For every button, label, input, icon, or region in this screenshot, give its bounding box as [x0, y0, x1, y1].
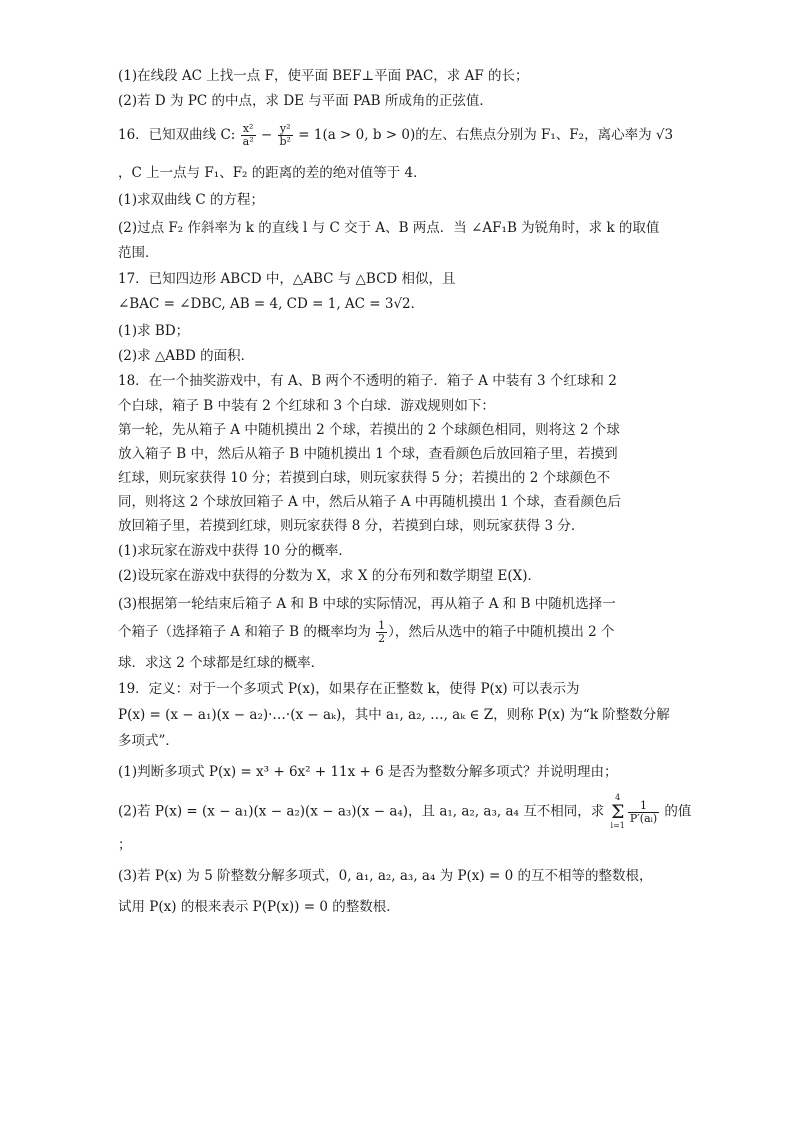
q19-sum-upper-limit: 4 — [615, 793, 621, 802]
q16-x-squared: x² — [241, 123, 256, 136]
question-16-part-2: (2)过点 F₂ 作斜率为 k 的直线 l 与 C 交于 A、B 两点．当 ∠AF₁B 为锐角时，求 k 的取值 — [118, 220, 660, 236]
q16-stem-middle: 的左、右焦点分别为 F₁、F₂，离心率为 √3 — [415, 127, 674, 143]
question-16-stem — [118, 120, 678, 150]
prev-question-part-2: (2)若 D 为 PC 的中点，求 DE 与平面 PAB 所成角的正弦值． — [118, 93, 493, 109]
question-18-line-1: 18．在一个抽奖游戏中，有 A、B 两个不透明的箱子．箱子 A 中装有 3 个红球和 2 — [118, 373, 617, 389]
question-18-part-1: (1)求玩家在游戏中获得 10 分的概率． — [118, 543, 352, 559]
question-18-line-3: 第一轮，先从箱子 A 中随机摸出 2 个球，若摸出的 2 个球颜色相同，则将这 2 个球 — [118, 422, 620, 438]
question-19-part-2 — [118, 793, 692, 830]
question-17-part-1: (1)求 BD； — [118, 323, 190, 339]
question-19-part-1: (1)判断多项式 P(x) = x³ + 6x² + 11x + 6 是否为整数分解多项式？并说明理由； — [118, 764, 618, 780]
q16-equation-condition: = 1(a > 0, b > 0) — [293, 127, 416, 143]
question-18-part-2: (2)设玩家在游戏中获得的分数为 X，求 X 的分布列和数学期望 E(X)． — [118, 568, 542, 584]
q18-choice-text-cont: ），然后从选中的箱子中随机摸出 2 个 — [388, 624, 615, 640]
q18-half-numerator: 1 — [378, 619, 386, 632]
question-19-part-3: (3)若 P(x) 为 5 阶整数分解多项式，0, a₁, a₂, a₃, a₄ 为 P(x) = 0 的互不相等的整数根， — [118, 868, 653, 884]
q16-b-squared: b² — [279, 135, 291, 148]
q16-minus: − — [256, 127, 277, 143]
question-16-stem-line-2: ，C 上一点与 F₁、F₂ 的距离的差的绝对值等于 4． — [118, 165, 427, 181]
question-16-part-1: (1)求双曲线 C 的方程； — [118, 192, 265, 208]
q18-half-denominator: 2 — [378, 632, 386, 645]
q16-fraction-y — [278, 123, 293, 148]
q16-prefix: 16．已知双曲线 C: — [118, 127, 240, 143]
question-19-term: 多项式”． — [118, 733, 179, 749]
question-19-part-3-line-2: 试用 P(x) 的根来表示 P(P(x)) = 0 的整数根． — [118, 899, 400, 915]
question-19-definition: 19．定义：对于一个多项式 P(x)，如果存在正整数 k，使得 P(x) 可以表示为 — [118, 681, 580, 697]
q19-fraction — [628, 800, 659, 825]
question-19-part-2-tail: ； — [118, 837, 132, 853]
question-18-part-3: (3)根据第一轮结束后箱子 A 和 B 中球的实际情况，再从箱子 A 和 B 中随机选择一 — [118, 596, 616, 612]
q18-one-half — [376, 620, 387, 645]
prev-question-part-1: (1)在线段 AC 上找一点 F，使平面 BEF⊥平面 PAC，求 AF 的长； — [118, 68, 529, 84]
question-17-part-2: (2)求 △ABD 的面积． — [118, 348, 255, 364]
question-18-line-6: 同，则将这 2 个球放回箱子 A 中，然后从箱子 A 中再随机摸出 1 个球，查看颜色后 — [118, 494, 622, 510]
question-19-factorization: P(x) = (x − a₁)(x − a₂)·…·(x − aₖ)，其中 a₁, a₂, …, aₖ ∈ Z，则称 P(x) 为“k 阶整数分解 — [118, 707, 670, 723]
q16-y-squared: y² — [278, 123, 293, 136]
q19-part-2-text: (2)若 P(x) = (x − a₁)(x − a₂)(x − a₃)(x − a₄)，且 a₁, a₂, a₃, a₄ 互不相同，求 — [118, 803, 609, 820]
question-18-part-3-line-3: 球．求这 2 个球都是红球的概率． — [118, 655, 325, 671]
question-18-line-2: 个白球，箱子 B 中装有 2 个红球和 3 个白球．游戏规则如下： — [118, 398, 495, 414]
question-18-line-4: 放入箱子 B 中，然后从箱子 B 中随机摸出 1 个球，查看颜色后放回箱子里，若摸到 — [118, 446, 618, 462]
q19-part-2-text-cont: 的值 — [660, 803, 692, 820]
question-16-part-2-cont: 范围． — [118, 245, 159, 261]
q19-fraction-numerator: 1 — [628, 800, 659, 813]
question-17-conditions: ∠BAC = ∠DBC, AB = 4, CD = 1, AC = 3√2． — [118, 296, 425, 312]
q19-summation — [611, 793, 625, 831]
question-18-line-7: 放回箱子里，若摸到红球，则玩家获得 8 分，若摸到白球，则玩家获得 3 分． — [118, 518, 585, 534]
q18-choice-text: 个箱子（选择箱子 A 和箱子 B 的概率均为 — [118, 624, 376, 640]
q19-fraction-denominator: P′(aᵢ) — [629, 811, 658, 825]
question-17-stem: 17．已知四边形 ABCD 中，△ABC 与 △BCD 相似，且 — [118, 271, 456, 287]
q16-fraction-x — [241, 123, 256, 148]
question-18-line-5: 红球，则玩家获得 10 分；若摸到白球，则玩家获得 5 分；若摸出的 2 个球颜色不 — [118, 470, 611, 486]
question-18-part-3-line-2 — [118, 617, 678, 647]
q16-a-squared: a² — [242, 135, 254, 148]
q19-sigma-symbol: Σ — [610, 801, 625, 823]
q19-sum-lower-limit: i=1 — [610, 821, 625, 830]
